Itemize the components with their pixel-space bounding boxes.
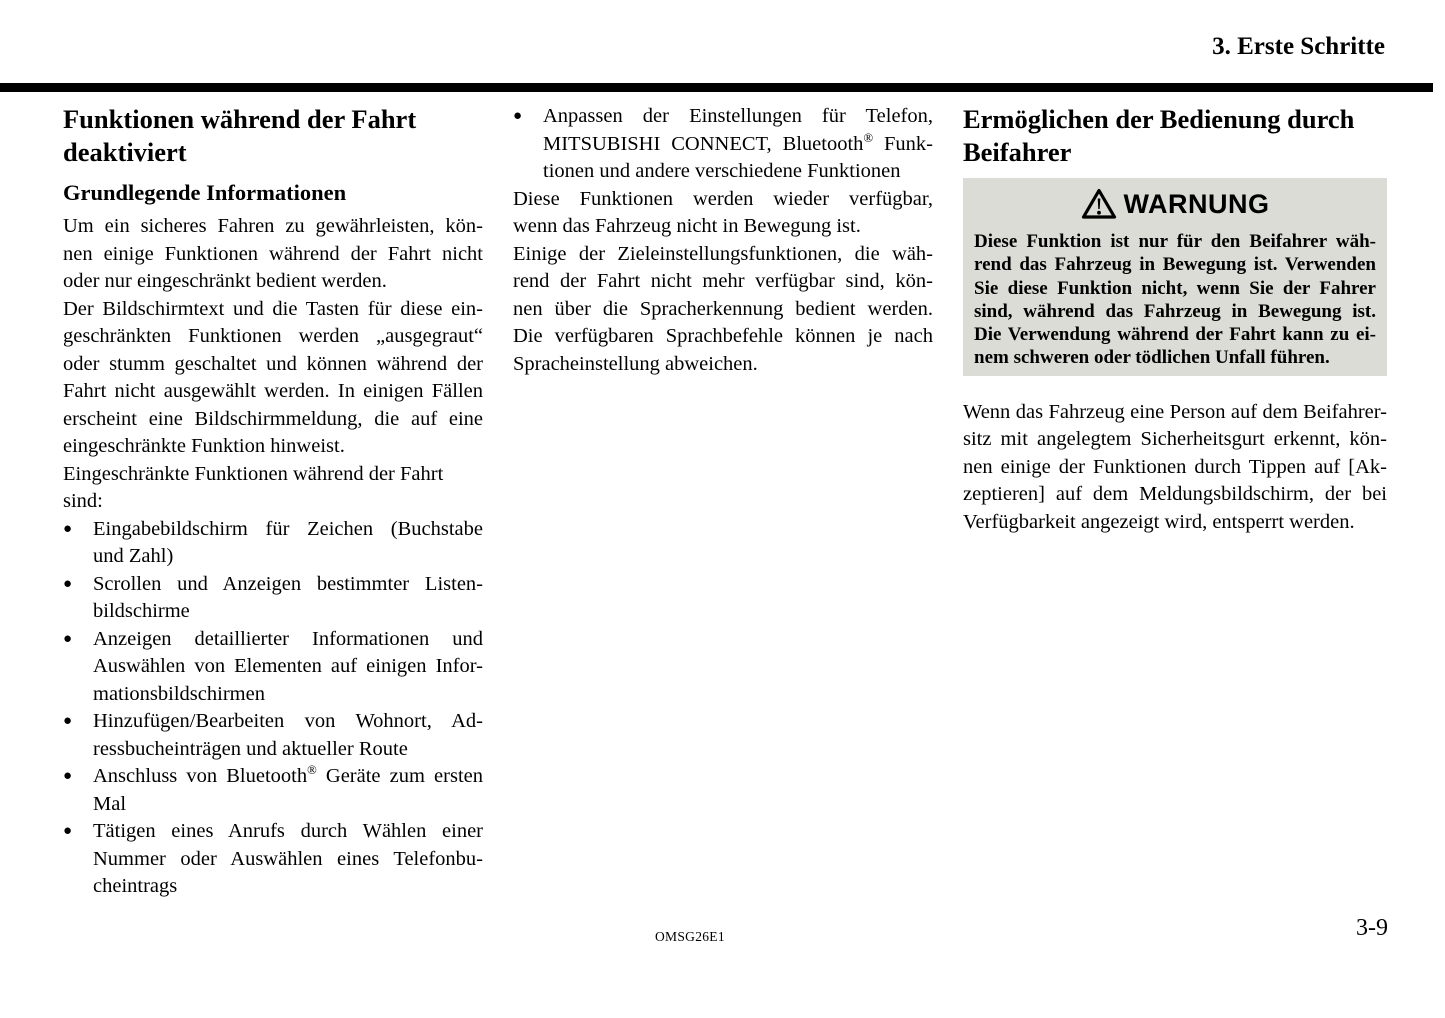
- bullet-icon: ●: [63, 575, 73, 592]
- paragraph: Um ein sicheres Fahren zu gewährleisten, kön- nen einige Funktionen während der Fahrt nicht oder nur eingeschränkt bedient werden.: [63, 215, 483, 292]
- warning-text: Diese Funktion ist nur für den Beifahrer wäh- rend das Fahrzeug in Bewegung ist. Verwenden Sie diese Funktion nicht, wenn Sie der Fahrer sind, während das Fahrzeug in Bewegung ist. Die Verwendung während der Fahrt kann zu ei- nem schweren oder tödlichen Unfall führen.: [974, 231, 1376, 369]
- list-item-text: Hinzufügen/Bearbeiten von Wohnort, Ad- ressbucheinträgen und aktueller Route: [93, 710, 483, 760]
- list-item: [63, 818, 483, 901]
- column-middle: [513, 103, 933, 378]
- list-item: [63, 516, 483, 571]
- section-title: Funktionen während der Fahrt deaktiviert: [63, 104, 417, 167]
- list-item: [63, 571, 483, 626]
- section-title: Ermöglichen der Bedienung durch Beifahrer: [963, 104, 1355, 167]
- bullet-icon: ●: [513, 108, 523, 124]
- list-item-text: Tätigen eines Anrufs durch Wählen einer Nummer oder Auswählen eines Telefonbu- cheintrags: [93, 820, 483, 897]
- list-item-text: Anpassen der Einstellungen für Telefon, MITSUBISHI CONNECT, Bluetooth® Funk- tionen und andere verschiedene Funktionen: [543, 105, 933, 182]
- paragraph: Diese Funktionen werden wieder verfügbar, wenn das Fahrzeug nicht in Bewegung ist.: [513, 187, 933, 237]
- warning-title: [974, 187, 1376, 221]
- paragraph: Der Bildschirmtext und die Tasten für diese ein- geschränkten Funktionen werden „ausgegraut“ oder stumm geschaltet und können während der Fahrt nicht ausgewählt werden. In einigen Fällen erscheint eine Bildschirmmeldung, die auf eine eingeschränkte Funktion hinweist.: [63, 297, 483, 457]
- paragraph: Eingeschränkte Funktionen während der Fahrt sind:: [63, 462, 444, 512]
- list-item: [513, 103, 933, 186]
- list-item-text: Scrollen und Anzeigen bestimmter Listen- bildschirme: [93, 572, 483, 622]
- section-subtitle: Grundlegende Informationen: [63, 180, 347, 205]
- chapter-heading: 3. Erste Schritte: [1212, 33, 1385, 60]
- page-number: 3-9: [1356, 915, 1388, 941]
- list-item: [63, 626, 483, 709]
- paragraph: Einige der Zieleinstellungsfunktionen, die wäh- rend der Fahrt nicht mehr verfügbar sind, kön- nen über die Spracherkennung bedient werden. Die verfügbaren Sprachbefehle können je nach Spracheinstellung abweichen.: [513, 242, 933, 375]
- bullet-icon: ●: [63, 630, 73, 647]
- warning-triangle-icon: [1081, 188, 1117, 220]
- header-rule: [0, 83, 1433, 92]
- warning-box: [963, 178, 1387, 376]
- bullet-icon: ●: [63, 768, 73, 784]
- column-right: [963, 103, 1387, 536]
- list-item: [63, 708, 483, 763]
- list-item-text: Anzeigen detaillierter Informationen und Auswählen von Elementen auf einigen Infor- mationsbildschirmen: [93, 627, 483, 705]
- bullet-icon: ●: [63, 520, 73, 537]
- paragraph: Wenn das Fahrzeug eine Person auf dem Beifahrer- sitz mit angelegtem Sicherheitsgurt erkennt, kön- nen einige der Funktionen durch Tippen auf [Ak- zeptieren] auf dem Meldungsbildschirm, der bei Verfügbarkeit angezeigt wird, entsperrt werden.: [963, 400, 1387, 533]
- column-left: [63, 103, 483, 901]
- list-item: [63, 763, 483, 818]
- bullet-icon: ●: [63, 713, 73, 729]
- footer-doc-code: OMSG26E1: [655, 929, 725, 944]
- warning-label: WARNUNG: [1123, 189, 1270, 219]
- list-item-text: Anschluss von Bluetooth® Geräte zum ersten Mal: [93, 763, 483, 815]
- bullet-icon: ●: [63, 823, 73, 839]
- list-item-text: Eingabebildschirm für Zeichen (Buchstabe und Zahl): [93, 517, 483, 567]
